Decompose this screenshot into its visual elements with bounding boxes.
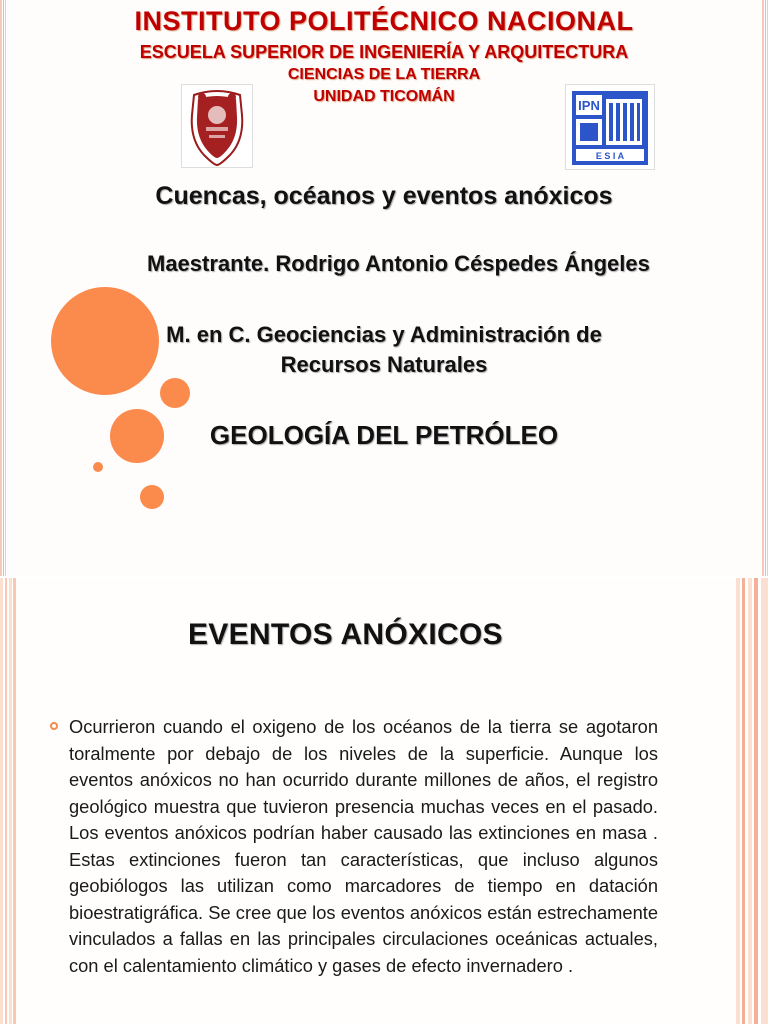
school-name: ESCUELA SUPERIOR DE INGENIERÍA Y ARQUITECTURA (139, 42, 629, 62)
logo-esia-text: E S I A (595, 151, 625, 161)
decorative-large-circle (51, 287, 159, 395)
right-border-stripes (736, 578, 768, 1024)
program-line-2: Recursos Naturales (280, 352, 488, 377)
author-name: Maestrante. Rodrigo Antonio Céspedes Ángeles (147, 251, 650, 276)
circle-bullet-icon (50, 722, 58, 730)
institute-name: INSTITUTO POLITÉCNICO NACIONAL (134, 6, 634, 36)
right-border-stripes (762, 0, 768, 576)
decorative-medium-circle (110, 409, 164, 463)
esia-building-icon (565, 84, 655, 170)
slide-heading: EVENTOS ANÓXICOS (188, 618, 503, 651)
unit-name: UNIDAD TICOMÁN (313, 88, 455, 105)
decorative-tiny-circle (93, 462, 103, 472)
presentation-title: Cuencas, océanos y eventos anóxicos (155, 182, 613, 210)
content-slide (0, 578, 768, 1024)
decorative-small-circle-2 (140, 485, 164, 509)
program-line-1: M. en C. Geociencias y Administración de (166, 322, 602, 347)
ipn-seal-icon (181, 84, 253, 168)
left-border-stripes (0, 578, 16, 1024)
left-border-stripes (0, 0, 6, 576)
decorative-small-circle (160, 378, 190, 408)
department-name: CIENCIAS DE LA TIERRA (287, 66, 481, 83)
logo-ipn-text: IPN (578, 98, 600, 113)
body-paragraph: Ocurrieron cuando el oxigeno de los océanos de la tierra se agotaron toralmente por debajo de los niveles de la superficie. Aunque los eventos anóxicos no han ocurrido durante millones de años, el registro geológico muestra que tuvieron presencia muchas veces en el pasado. Los eventos anóxicos podrían haber causado las extinciones en masa . Estas extinciones fueron tan características, que incluso algunos geobiólogos las utilizan como marcadores de tiempo en datación bioestratigráfica. Se cree que los eventos anóxicos están estrechamente vinculados a fallas en las principales circulaciones oceánicas actuales, con el calentamiento climático y gases de efecto invernadero . (69, 716, 658, 976)
course-name: GEOLOGÍA DEL PETRÓLEO (209, 420, 559, 450)
